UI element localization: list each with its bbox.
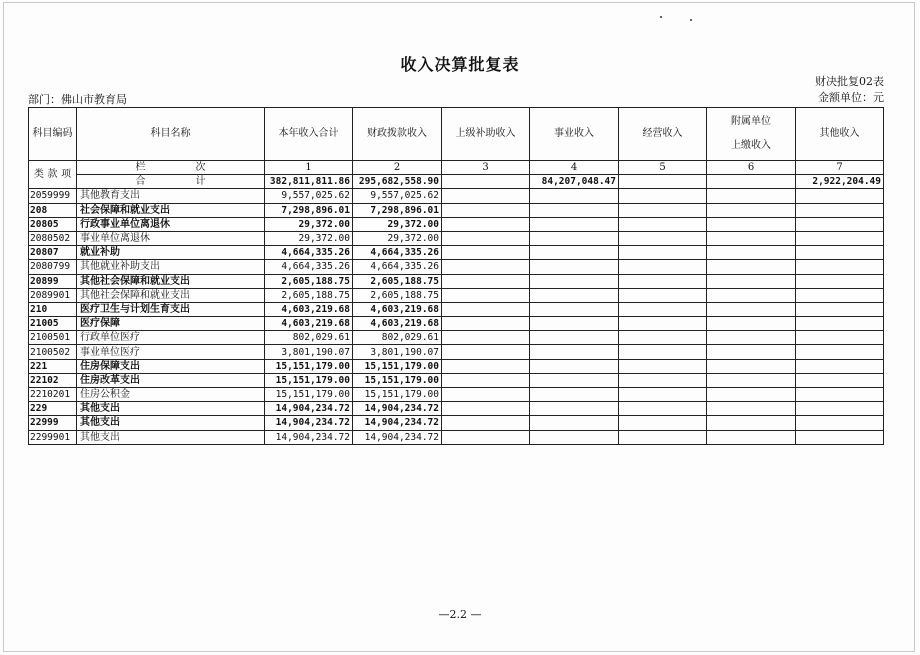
row-name: 事业单位离退休 bbox=[77, 231, 265, 245]
row-operating bbox=[619, 231, 707, 245]
row-affiliated bbox=[707, 203, 796, 217]
row-other bbox=[796, 217, 884, 231]
row-business bbox=[530, 246, 619, 260]
row-affiliated bbox=[707, 274, 796, 288]
row-total: 4,664,335.26 bbox=[265, 260, 353, 274]
row-operating bbox=[619, 416, 707, 430]
column-number-row bbox=[29, 161, 884, 175]
row-business bbox=[530, 260, 619, 274]
row-affiliated bbox=[707, 331, 796, 345]
row-total: 15,151,179.00 bbox=[265, 359, 353, 373]
row-affiliated bbox=[707, 246, 796, 260]
row-code: 2210201 bbox=[29, 388, 77, 402]
row-total: 4,664,335.26 bbox=[265, 246, 353, 260]
page-title: 收入决算批复表 bbox=[400, 55, 520, 74]
table-row bbox=[29, 402, 884, 416]
total-business: 84,207,048.47 bbox=[530, 175, 619, 189]
row-name: 住房改革支出 bbox=[77, 373, 265, 387]
row-operating bbox=[619, 402, 707, 416]
row-code: 229 bbox=[29, 402, 77, 416]
row-affiliated bbox=[707, 317, 796, 331]
row-business bbox=[530, 388, 619, 402]
row-fiscal: 2,605,188.75 bbox=[353, 288, 442, 302]
table-row bbox=[29, 274, 884, 288]
total-operating bbox=[619, 175, 707, 189]
currency-unit: 金额单位：元 bbox=[818, 91, 884, 104]
row-operating bbox=[619, 203, 707, 217]
row-code: 2100502 bbox=[29, 345, 77, 359]
row-total: 29,372.00 bbox=[265, 231, 353, 245]
header-other: 其他收入 bbox=[796, 108, 884, 161]
row-name: 住房公积金 bbox=[77, 388, 265, 402]
row-superior bbox=[442, 217, 530, 231]
col-number: 7 bbox=[796, 161, 884, 175]
row-name: 其他教育支出 bbox=[77, 189, 265, 203]
row-name: 就业补助 bbox=[77, 246, 265, 260]
row-business bbox=[530, 345, 619, 359]
row-fiscal: 4,603,219.68 bbox=[353, 302, 442, 316]
row-fiscal: 29,372.00 bbox=[353, 231, 442, 245]
row-business bbox=[530, 402, 619, 416]
row-fiscal: 9,557,025.62 bbox=[353, 189, 442, 203]
row-name: 事业单位医疗 bbox=[77, 345, 265, 359]
page-number: —2.2 — bbox=[438, 608, 482, 621]
header-affiliated-line1: 附属单位 bbox=[731, 116, 771, 127]
row-fiscal: 15,151,179.00 bbox=[353, 359, 442, 373]
row-code: 2059999 bbox=[29, 189, 77, 203]
row-superior bbox=[442, 231, 530, 245]
row-superior bbox=[442, 274, 530, 288]
col-number: 3 bbox=[442, 161, 530, 175]
row-affiliated bbox=[707, 189, 796, 203]
header-lei: 类 bbox=[33, 169, 44, 181]
row-operating bbox=[619, 274, 707, 288]
row-total: 14,904,234.72 bbox=[265, 416, 353, 430]
row-other bbox=[796, 345, 884, 359]
table-row bbox=[29, 302, 884, 316]
row-affiliated bbox=[707, 430, 796, 444]
row-business bbox=[530, 416, 619, 430]
row-code: 22999 bbox=[29, 416, 77, 430]
row-operating bbox=[619, 288, 707, 302]
row-business bbox=[530, 231, 619, 245]
table-row bbox=[29, 217, 884, 231]
row-other bbox=[796, 231, 884, 245]
row-fiscal: 14,904,234.72 bbox=[353, 402, 442, 416]
row-superior bbox=[442, 189, 530, 203]
row-other bbox=[796, 288, 884, 302]
row-other bbox=[796, 203, 884, 217]
row-other bbox=[796, 302, 884, 316]
row-fiscal: 15,151,179.00 bbox=[353, 373, 442, 387]
row-operating bbox=[619, 388, 707, 402]
row-superior bbox=[442, 359, 530, 373]
row-other bbox=[796, 260, 884, 274]
row-affiliated bbox=[707, 359, 796, 373]
table-row bbox=[29, 231, 884, 245]
row-business bbox=[530, 274, 619, 288]
table-row bbox=[29, 331, 884, 345]
header-name: 科目名称 bbox=[77, 108, 265, 161]
row-total: 4,603,219.68 bbox=[265, 317, 353, 331]
row-operating bbox=[619, 373, 707, 387]
table-row bbox=[29, 203, 884, 217]
table-row bbox=[29, 388, 884, 402]
row-other bbox=[796, 388, 884, 402]
row-superior bbox=[442, 416, 530, 430]
row-operating bbox=[619, 260, 707, 274]
col-number: 4 bbox=[530, 161, 619, 175]
col-number: 1 bbox=[265, 161, 353, 175]
col-number: 2 bbox=[353, 161, 442, 175]
row-other bbox=[796, 317, 884, 331]
row-operating bbox=[619, 302, 707, 316]
total-total: 382,811,811.86 bbox=[265, 175, 353, 189]
row-fiscal: 2,605,188.75 bbox=[353, 274, 442, 288]
total-other: 2,922,204.49 bbox=[796, 175, 884, 189]
row-total: 15,151,179.00 bbox=[265, 388, 353, 402]
row-code: 221 bbox=[29, 359, 77, 373]
row-total: 15,151,179.00 bbox=[265, 373, 353, 387]
total-superior bbox=[442, 175, 530, 189]
row-business bbox=[530, 288, 619, 302]
row-name: 社会保障和就业支出 bbox=[77, 203, 265, 217]
row-superior bbox=[442, 430, 530, 444]
row-total: 7,298,896.01 bbox=[265, 203, 353, 217]
class-subheader bbox=[29, 161, 77, 189]
row-operating bbox=[619, 345, 707, 359]
row-business bbox=[530, 317, 619, 331]
row-operating bbox=[619, 359, 707, 373]
header-xiang: 项 bbox=[61, 169, 72, 181]
row-affiliated bbox=[707, 288, 796, 302]
row-business bbox=[530, 430, 619, 444]
row-affiliated bbox=[707, 302, 796, 316]
row-superior bbox=[442, 345, 530, 359]
row-superior bbox=[442, 317, 530, 331]
row-name: 行政单位医疗 bbox=[77, 331, 265, 345]
table-row bbox=[29, 345, 884, 359]
col-number: 5 bbox=[619, 161, 707, 175]
row-other bbox=[796, 373, 884, 387]
department-label: 部门：佛山市教育局 bbox=[28, 93, 127, 106]
header-code: 科目编码 bbox=[29, 108, 77, 161]
row-name: 行政事业单位离退休 bbox=[77, 217, 265, 231]
row-other bbox=[796, 274, 884, 288]
row-code: 22102 bbox=[29, 373, 77, 387]
row-name: 其他就业补助支出 bbox=[77, 260, 265, 274]
col-number: 6 bbox=[707, 161, 796, 175]
row-superior bbox=[442, 402, 530, 416]
row-operating bbox=[619, 331, 707, 345]
total-fiscal: 295,682,558.90 bbox=[353, 175, 442, 189]
row-operating bbox=[619, 189, 707, 203]
row-superior bbox=[442, 203, 530, 217]
form-code: 财决批复02表 bbox=[815, 75, 884, 88]
row-code: 20805 bbox=[29, 217, 77, 231]
row-business bbox=[530, 359, 619, 373]
table-row bbox=[29, 430, 884, 444]
row-name: 其他支出 bbox=[77, 430, 265, 444]
header-row bbox=[29, 108, 884, 161]
row-fiscal: 29,372.00 bbox=[353, 217, 442, 231]
row-affiliated bbox=[707, 260, 796, 274]
row-business bbox=[530, 203, 619, 217]
row-fiscal: 7,298,896.01 bbox=[353, 203, 442, 217]
row-total: 802,029.61 bbox=[265, 331, 353, 345]
row-affiliated bbox=[707, 217, 796, 231]
row-code: 2299901 bbox=[29, 430, 77, 444]
table-row bbox=[29, 189, 884, 203]
row-code: 20899 bbox=[29, 274, 77, 288]
row-operating bbox=[619, 317, 707, 331]
row-business bbox=[530, 217, 619, 231]
row-fiscal: 4,603,219.68 bbox=[353, 317, 442, 331]
row-total: 14,904,234.72 bbox=[265, 430, 353, 444]
table-row bbox=[29, 317, 884, 331]
row-name: 其他社会保障和就业支出 bbox=[77, 288, 265, 302]
row-other bbox=[796, 246, 884, 260]
header-business: 事业收入 bbox=[530, 108, 619, 161]
row-code: 2100501 bbox=[29, 331, 77, 345]
lanci-label: 栏 次 bbox=[77, 161, 265, 175]
row-code: 2080799 bbox=[29, 260, 77, 274]
row-code: 21005 bbox=[29, 317, 77, 331]
row-business bbox=[530, 189, 619, 203]
table-row bbox=[29, 373, 884, 387]
row-operating bbox=[619, 246, 707, 260]
row-affiliated bbox=[707, 388, 796, 402]
row-superior bbox=[442, 388, 530, 402]
row-total: 14,904,234.72 bbox=[265, 402, 353, 416]
row-total: 9,557,025.62 bbox=[265, 189, 353, 203]
row-affiliated bbox=[707, 373, 796, 387]
row-code: 2080502 bbox=[29, 231, 77, 245]
row-code: 20807 bbox=[29, 246, 77, 260]
header-affiliated bbox=[707, 108, 796, 161]
table-row bbox=[29, 246, 884, 260]
table-row bbox=[29, 416, 884, 430]
row-other bbox=[796, 416, 884, 430]
total-affiliated bbox=[707, 175, 796, 189]
row-business bbox=[530, 302, 619, 316]
row-operating bbox=[619, 217, 707, 231]
row-fiscal: 14,904,234.72 bbox=[353, 430, 442, 444]
header-affiliated-line2: 上缴收入 bbox=[731, 140, 771, 151]
header-kuan: 款 bbox=[47, 169, 58, 181]
row-name: 医疗卫生与计划生育支出 bbox=[77, 302, 265, 316]
row-total: 29,372.00 bbox=[265, 217, 353, 231]
row-total: 3,801,190.07 bbox=[265, 345, 353, 359]
row-name: 其他支出 bbox=[77, 416, 265, 430]
row-operating bbox=[619, 430, 707, 444]
row-affiliated bbox=[707, 402, 796, 416]
totals-row bbox=[29, 175, 884, 189]
heji-label: 合 计 bbox=[77, 175, 265, 189]
row-other bbox=[796, 359, 884, 373]
row-superior bbox=[442, 246, 530, 260]
row-name: 其他支出 bbox=[77, 402, 265, 416]
row-other bbox=[796, 331, 884, 345]
table-row bbox=[29, 359, 884, 373]
row-other bbox=[796, 430, 884, 444]
row-superior bbox=[442, 288, 530, 302]
row-affiliated bbox=[707, 416, 796, 430]
header-fiscal: 财政拨款收入 bbox=[353, 108, 442, 161]
row-code: 208 bbox=[29, 203, 77, 217]
row-superior bbox=[442, 373, 530, 387]
row-name: 医疗保障 bbox=[77, 317, 265, 331]
row-name: 住房保障支出 bbox=[77, 359, 265, 373]
row-total: 4,603,219.68 bbox=[265, 302, 353, 316]
header-superior: 上级补助收入 bbox=[442, 108, 530, 161]
row-business bbox=[530, 373, 619, 387]
scan-speck bbox=[690, 19, 692, 21]
row-fiscal: 15,151,179.00 bbox=[353, 388, 442, 402]
row-superior bbox=[442, 331, 530, 345]
row-other bbox=[796, 189, 884, 203]
row-superior bbox=[442, 302, 530, 316]
row-other bbox=[796, 402, 884, 416]
row-affiliated bbox=[707, 231, 796, 245]
row-code: 210 bbox=[29, 302, 77, 316]
row-affiliated bbox=[707, 345, 796, 359]
row-code: 2089901 bbox=[29, 288, 77, 302]
row-name: 其他社会保障和就业支出 bbox=[77, 274, 265, 288]
header-total: 本年收入合计 bbox=[265, 108, 353, 161]
table-row bbox=[29, 260, 884, 274]
row-total: 2,605,188.75 bbox=[265, 274, 353, 288]
row-superior bbox=[442, 260, 530, 274]
row-fiscal: 4,664,335.26 bbox=[353, 260, 442, 274]
scan-speck bbox=[660, 16, 662, 18]
row-total: 2,605,188.75 bbox=[265, 288, 353, 302]
row-fiscal: 802,029.61 bbox=[353, 331, 442, 345]
header-operating: 经营收入 bbox=[619, 108, 707, 161]
row-business bbox=[530, 331, 619, 345]
row-fiscal: 3,801,190.07 bbox=[353, 345, 442, 359]
table-row bbox=[29, 288, 884, 302]
row-fiscal: 4,664,335.26 bbox=[353, 246, 442, 260]
row-fiscal: 14,904,234.72 bbox=[353, 416, 442, 430]
revenue-table bbox=[28, 107, 884, 445]
